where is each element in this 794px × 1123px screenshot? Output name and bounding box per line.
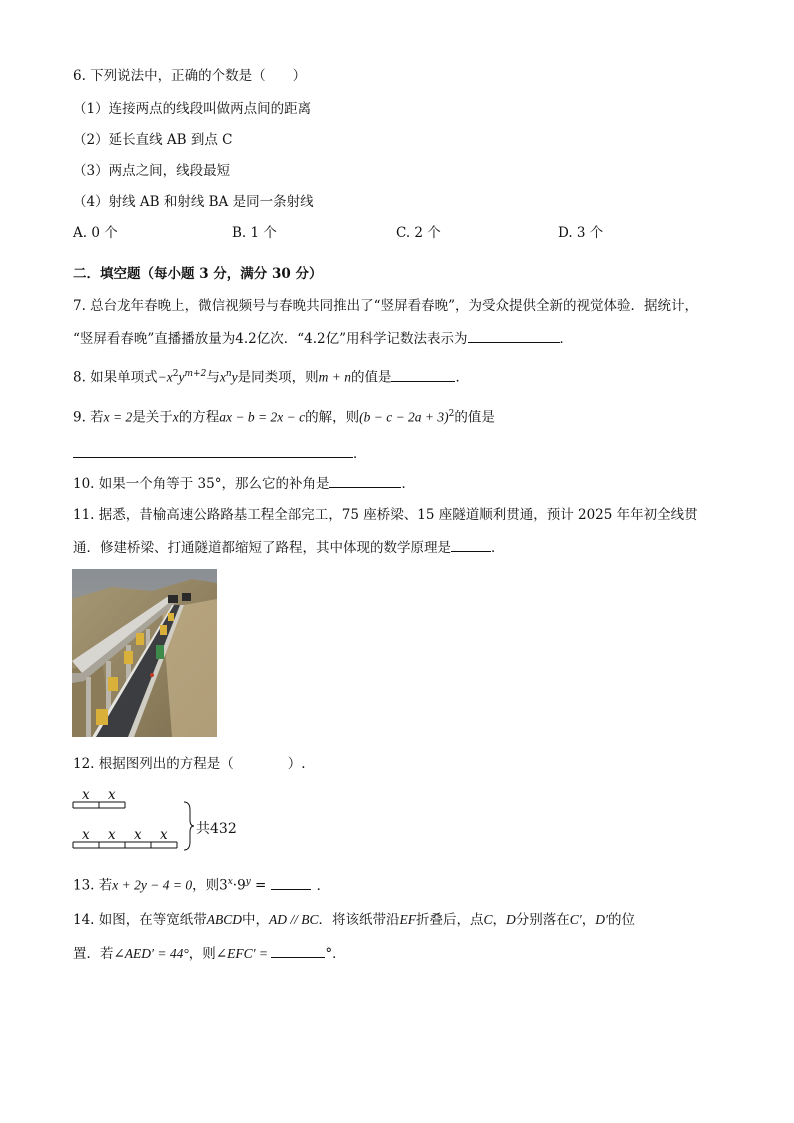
q7-line-1: 7. 总台龙年春晚上，微信视频号与春晚共同推出了“竖屏看春晚”，为受众提供全新的视觉体验．据统计， [73, 298, 698, 314]
answer-blank [271, 943, 325, 958]
answer-blank [329, 473, 401, 488]
total-label: 共432 [196, 821, 237, 837]
segment-label-x: x [108, 787, 116, 803]
q6-item-4: （4）射线 AB 和射线 BA 是同一条射线 [73, 194, 314, 210]
q8: 8. 如果单项式$-x^2y^{m+2}$与$x^ny$是同类项，则m + n的值是 ． [73, 365, 469, 387]
q9-answer-line: ． [73, 443, 367, 463]
bridge-photo [72, 569, 217, 737]
q6-stem: 6. 下列说法中，正确的个数是（ ） [73, 68, 307, 84]
q7-line-2: “竖屏看春晚”直播播放量为4.2亿次．“4.2亿”用科学记数法表示为 ． [73, 328, 573, 348]
q12-segment-diagram [72, 788, 242, 854]
segment-label-x: x [82, 787, 90, 803]
q6-option-b: B. 1 个 [232, 225, 277, 241]
q6-item-2: （2）延长直线 AB 到点 C [73, 132, 233, 148]
q14-line-2: 置．若∠AED′ = 44°，则∠EFC′ = °． [73, 943, 346, 963]
q14-line-1: 14. 如图，在等宽纸带ABCD中，AD // BC．将该纸带沿EF折叠后，点C，D分别落在C′，D′的位 [73, 912, 635, 928]
section-title: 二．填空题（每小题 3 分，满分 30 分） [73, 266, 323, 282]
segment-label-x: x [82, 827, 90, 843]
q6-option-d: D. 3 个 [558, 225, 604, 241]
q13: 13. 若x + 2y − 4 = 0，则$3^x\cdot 9^y$ = ． [73, 873, 330, 895]
segment-label-x: x [134, 827, 142, 843]
q6-option-a: A. 0 个 [73, 225, 118, 241]
answer-blank [468, 328, 560, 343]
q9: 9. 若x = 2是关于x的方程ax − b = 2x − c的解，则$(b - c - 2a + 3)^2$的值是 [73, 409, 495, 426]
answer-blank [271, 875, 311, 890]
q11-line-1: 11. 据悉，昔榆高速公路路基工程全部完工，75 座桥梁、15 座隧道顺利贯通，预计 2025 年年初全线贯 [73, 507, 698, 523]
q6-item-3: （3）两点之间，线段最短 [73, 163, 231, 179]
answer-blank [391, 367, 455, 382]
q10: 10. 如果一个角等于 35°，那么它的补角是 ． [73, 473, 415, 493]
q12-stem: 12. 根据图列出的方程是（ ）. [73, 756, 306, 772]
segment-label-x: x [108, 827, 116, 843]
answer-blank [73, 443, 353, 458]
q11-line-2: 通．修建桥梁、打通隧道都缩短了路程，其中体现的数学原理是 ． [73, 537, 505, 557]
q6-option-c: C. 2 个 [396, 225, 441, 241]
answer-blank [451, 537, 491, 552]
q6-item-1: （1）连接两点的线段叫做两点间的距离 [73, 101, 312, 117]
segment-label-x: x [160, 827, 168, 843]
